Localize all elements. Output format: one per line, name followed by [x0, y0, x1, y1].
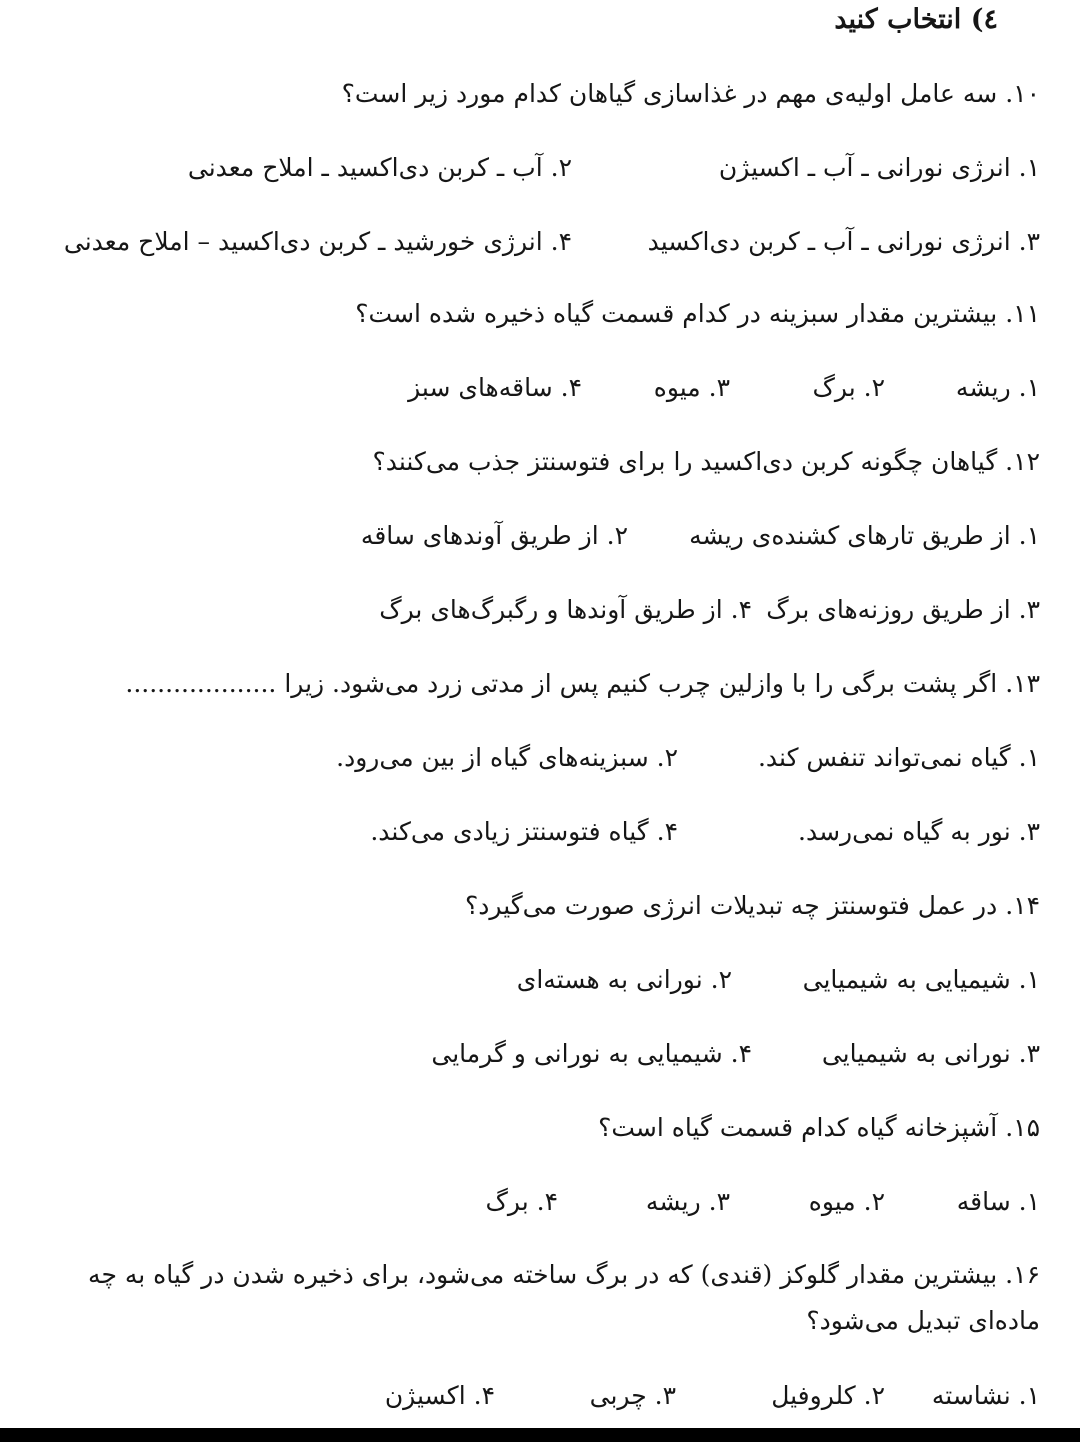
q15-option-3: ۳. ریشه	[645, 1187, 730, 1216]
q12-option-2: ۲. از طریق آوندهای ساقه	[360, 521, 628, 550]
q14-option-1: ۱. شیمیایی به شیمیایی	[802, 965, 1040, 994]
q15-option-4: ۴. برگ	[485, 1187, 558, 1216]
q14-option-4: ۴. شیمیایی به نورانی و گرمایی	[431, 1039, 752, 1068]
q16-option-2: ۲. کلروفیل	[771, 1381, 885, 1410]
q11-option-2: ۲. برگ	[812, 373, 885, 402]
q16-option-1: ۱. نشاسته	[931, 1381, 1040, 1410]
q11-option-3: ۳. میوه	[653, 373, 730, 402]
q16-option-3: ۳. چربی	[589, 1381, 676, 1410]
q10-option-2: ۲. آب ـ کربن دی‌اکسید ـ املاح معدنی	[187, 153, 572, 182]
q14-option-3: ۳. نورانی به شیمیایی	[821, 1039, 1040, 1068]
question-10: ۱۰. سه عامل اولیه‌ی مهم در غذاسازی گیاهان کدام مورد زیر است؟	[341, 79, 1040, 108]
q13-option-1: ۱. گیاه نمی‌تواند تنفس کند.	[757, 743, 1040, 772]
q11-option-4: ۴. ساقه‌های سبز	[408, 373, 582, 402]
section-title: ٤) انتخاب کنید	[834, 4, 998, 35]
q12-option-3: ۳. از طریق روزنه‌های برگ	[766, 595, 1040, 624]
q12-option-4: ۴. از طریق آوندها و رگبرگ‌های برگ	[379, 595, 752, 624]
q10-option-3: ۳. انرژی نورانی ـ آب ـ کربن دی‌اکسید	[647, 227, 1040, 256]
q10-option-4: ۴. انرژی خورشید ـ کربن دی‌اکسید – املاح معدنی	[63, 227, 572, 256]
q15-option-1: ۱. ساقه	[956, 1187, 1040, 1216]
q16-option-4: ۴. اکسیژن	[384, 1381, 495, 1410]
q11-option-1: ۱. ریشه	[955, 373, 1040, 402]
question-12: ۱۲. گیاهان چگونه کربن دی‌اکسید را برای فتوسنتز جذب می‌کنند؟	[372, 447, 1040, 476]
q10-option-1: ۱. انرژی نورانی ـ آب ـ اکسیژن	[718, 153, 1040, 182]
question-16: ۱۶. بیشترین مقدار گلوکز (قندی) که در برگ ساخته می‌شود، برای ذخیره شدن در گیاه به چه ماده‌ای تبدیل می‌شود؟	[88, 1260, 1040, 1335]
question-13: ۱۳. اگر پشت برگی را با وازلین چرب کنیم پس از مدتی زرد می‌شود. زیرا ...................	[125, 669, 1040, 698]
q15-option-2: ۲. میوه	[808, 1187, 885, 1216]
question-14: ۱۴. در عمل فتوسنتز چه تبدیلات انرژی صورت می‌گیرد؟	[465, 891, 1040, 920]
q13-option-2: ۲. سبزینه‌های گیاه از بین می‌رود.	[336, 743, 678, 772]
q14-option-2: ۲. نورانی به هسته‌ای	[516, 965, 732, 994]
q12-option-1: ۱. از طریق تارهای کشنده‌ی ریشه	[689, 521, 1040, 550]
question-11: ۱۱. بیشترین مقدار سبزینه در کدام قسمت گیاه ذخیره شده است؟	[355, 299, 1040, 328]
bottom-black-bar	[0, 1428, 1080, 1442]
q13-option-4: ۴. گیاه فتوسنتز زیادی می‌کند.	[370, 817, 678, 846]
q13-option-3: ۳. نور به گیاه نمی‌رسد.	[798, 817, 1040, 846]
question-15: ۱۵. آشپزخانه گیاه کدام قسمت گیاه است؟	[598, 1113, 1040, 1142]
